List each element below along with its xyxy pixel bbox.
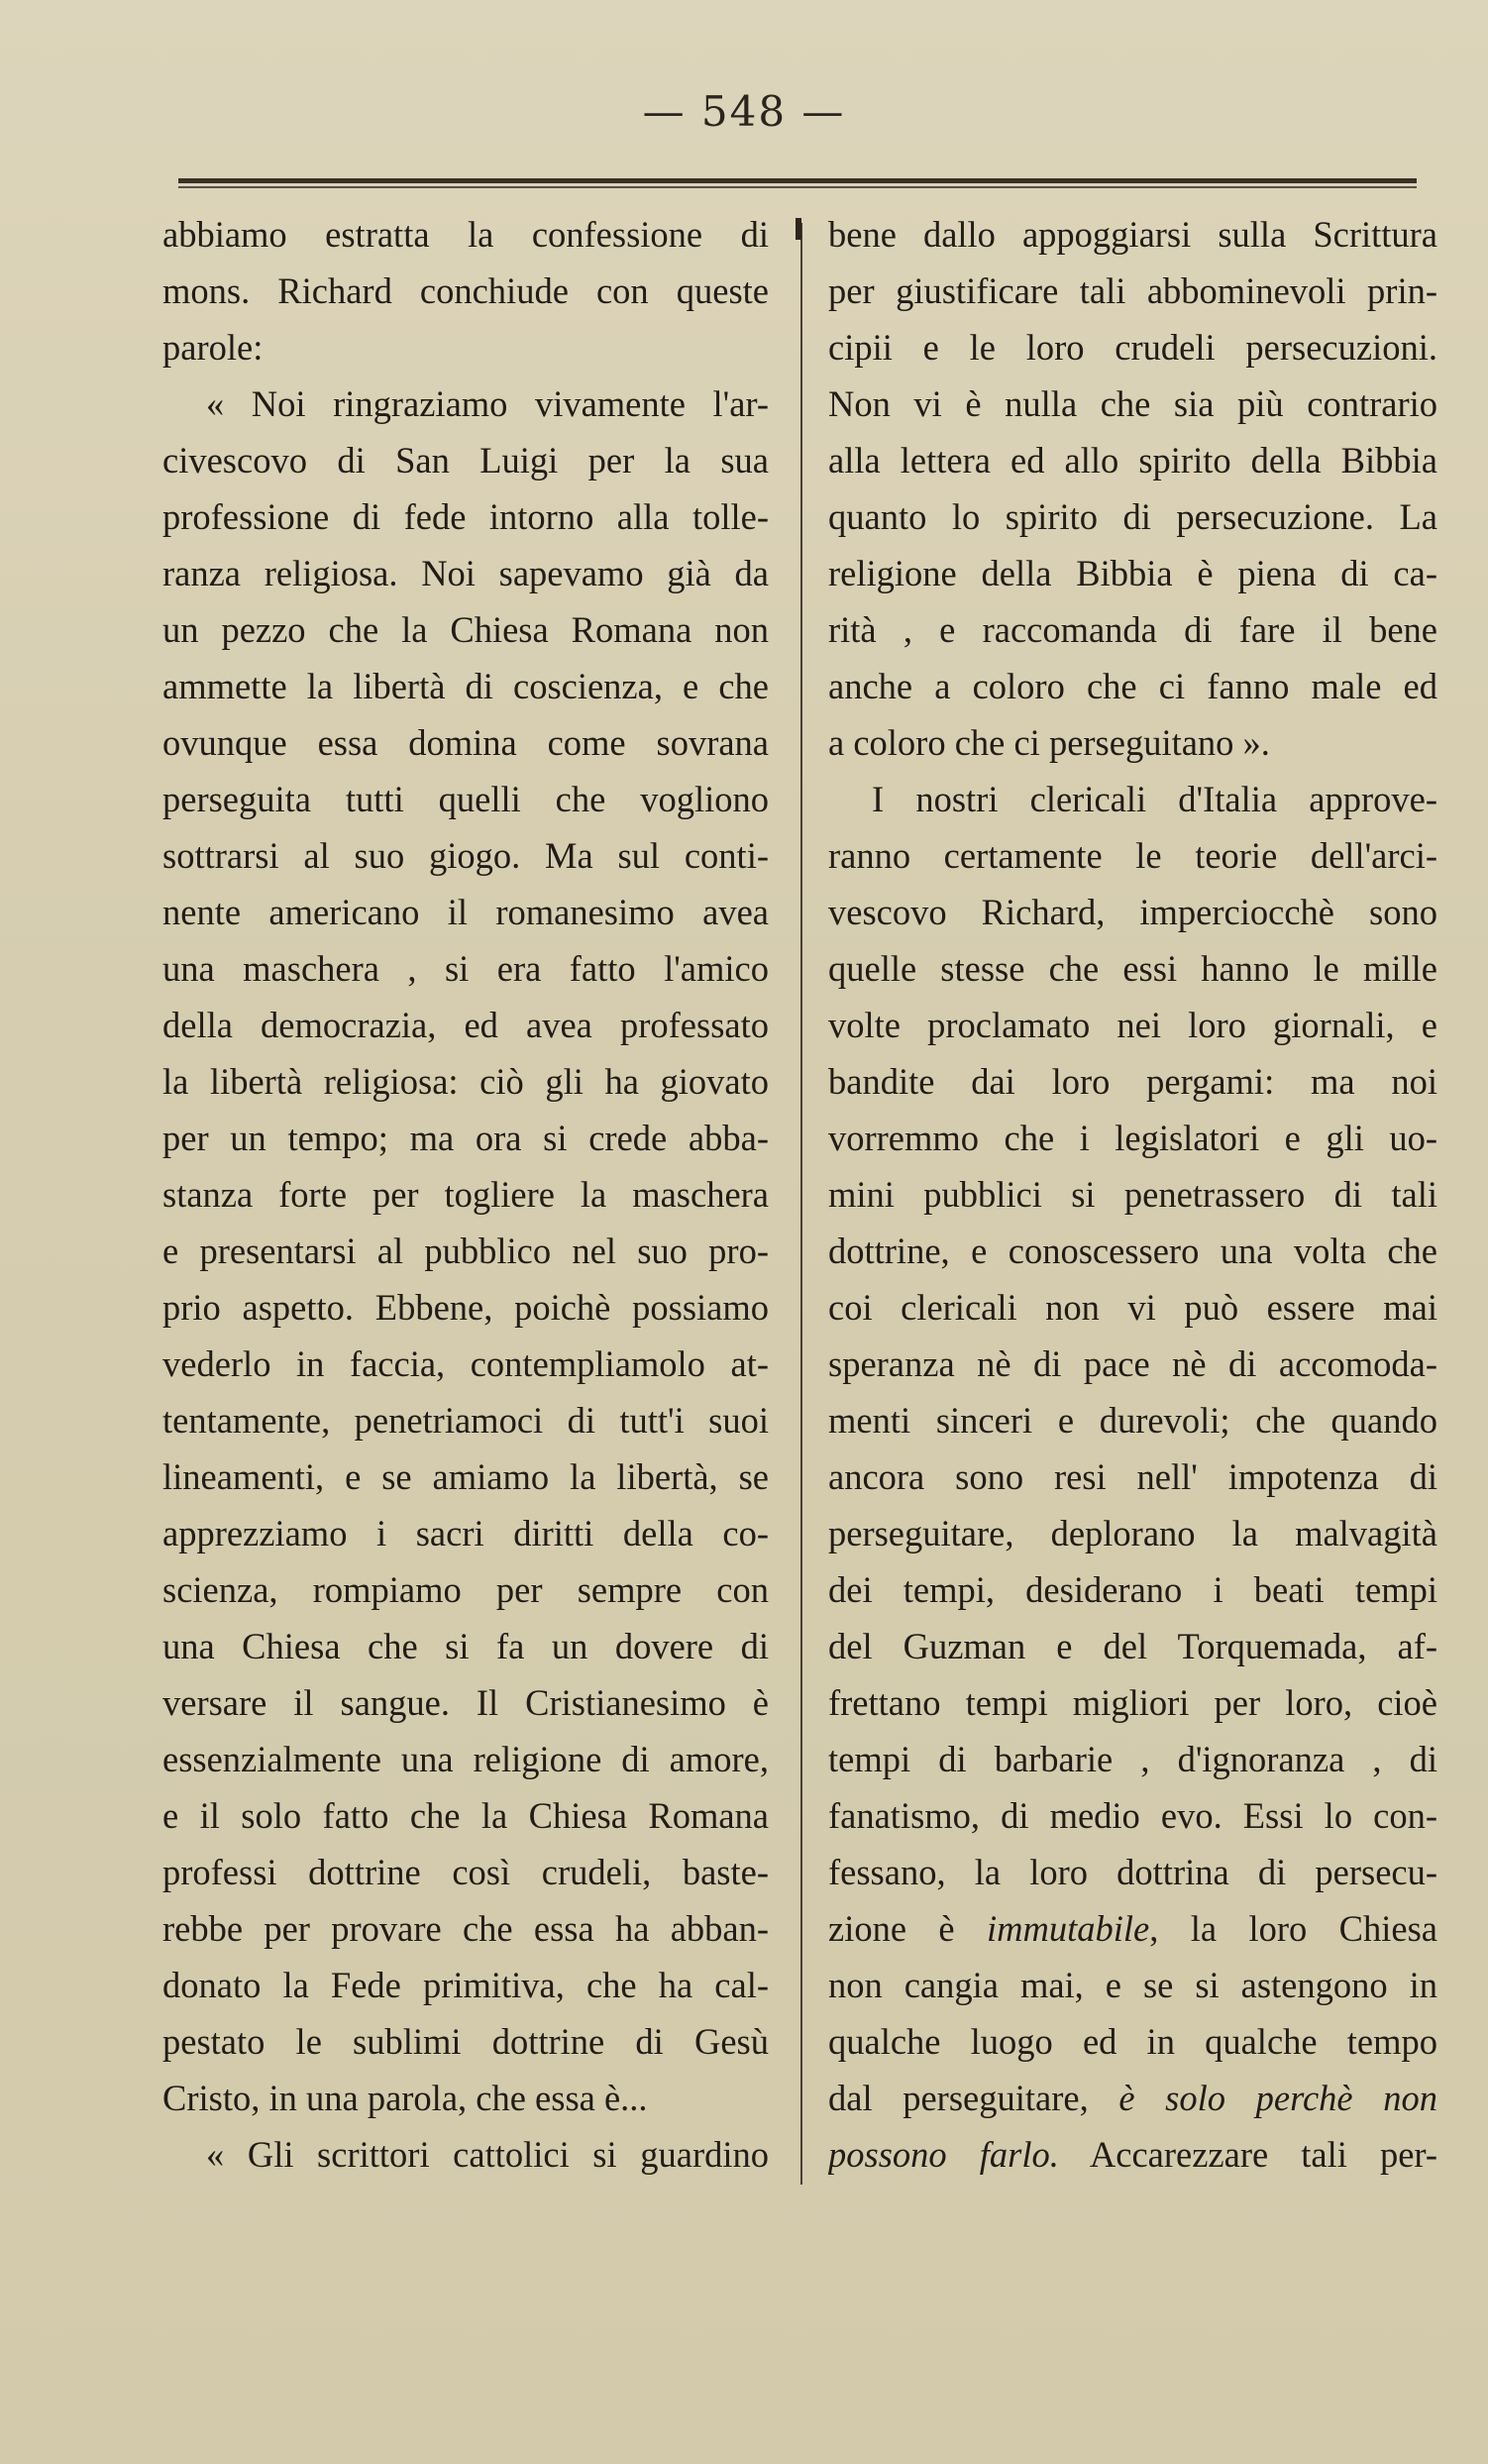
text-line: bandite dai loro pergami: ma noi [828,1061,1437,1102]
text-line: « Gli scrittori cattolici si guardino [206,2134,769,2175]
text-line: e presentarsi al pubblico nel suo pro- [162,1231,769,1271]
text-line: del Guzman e del Torquemada, af- [828,1626,1437,1666]
text-line: per giustificare tali abbominevoli prin- [828,270,1437,311]
text-line: perseguita tutti quelli che vogliono [162,779,769,819]
text-segment: , la loro Chiesa [1149,1908,1437,1949]
right-column [828,206,1437,2183]
text-line: versare il sangue. Il Cristianesimo è [162,1682,769,1723]
text-line: anche a coloro che ci fanno male ed [828,666,1437,706]
text-line: mons. Richard conchiude con queste [162,270,769,311]
text-line: un pezzo che la Chiesa Romana non [162,609,769,650]
text-line [828,2070,1437,2126]
text-line: ranza religiosa. Noi sapevamo già da [162,553,769,593]
text-line: civescovo di San Luigi per la sua [162,440,769,481]
text-line: cipii e le loro crudeli persecuzioni. [828,327,1437,368]
text-line: fanatismo, di medio evo. Essi lo con- [828,1795,1437,1836]
text-line: professione di fede intorno alla tolle- [162,496,769,537]
text-line: una Chiesa che si fa un dovere di [162,1626,769,1666]
text-line: vorremmo che i legislatori e gli uo- [828,1118,1437,1158]
divider-mark [796,218,801,240]
text-line: una maschera , si era fatto l'amico [162,948,769,989]
text-line: coi clericali non vi può essere mai [828,1287,1437,1328]
text-line: professi dottrine così crudeli, baste- [162,1852,769,1892]
text-line: rità , e raccomanda di fare il bene [828,609,1437,650]
text-line: « Noi ringraziamo vivamente l'ar- [206,383,769,424]
text-line: stanza forte per togliere la maschera [162,1174,769,1215]
text-line [828,1900,1437,1957]
text-line: fessano, la loro dottrina di persecu- [828,1852,1437,1892]
text-line: religione della Bibbia è piena di ca- [828,553,1437,593]
text-line: non cangia mai, e se si astengono in [828,1965,1437,2005]
text-line: parole: [162,327,264,368]
text-line: e il solo fatto che la Chiesa Romana [162,1795,769,1836]
text-line: quelle stesse che essi hanno le mille [828,948,1437,989]
text-line: volte proclamato nei loro giornali, e [828,1005,1437,1045]
text-line: bene dallo appoggiarsi sulla Scrittura [828,214,1437,255]
text-line: per un tempo; ma ora si crede abba- [162,1118,769,1158]
text-line: pestato le sublimi dottrine di Gesù [162,2021,769,2062]
text-line: ancora sono resi nell' impotenza di [828,1456,1437,1497]
text-line: apprezziamo i sacri diritti della co- [162,1513,769,1553]
text-line: ammette la libertà di coscienza, e che [162,666,769,706]
text-line: prio aspetto. Ebbene, poichè possiamo [162,1287,769,1328]
text-line: I nostri clericali d'Italia approve- [872,779,1437,819]
text-line: vescovo Richard, imperciocchè sono [828,892,1437,932]
text-line: ranno certamente le teorie dell'arci- [828,835,1437,876]
text-line: sottrarsi al suo giogo. Ma sul conti- [162,835,769,876]
text-line: rebbe per provare che essa ha abban- [162,1908,769,1949]
text-line: ovunque essa domina come sovrana [162,722,769,763]
text-segment: dal perseguitare, [828,2078,1119,2118]
text-segment: zione è [828,1908,988,1949]
text-line: la libertà religiosa: ciò gli ha giovato [162,1061,769,1102]
text-line: quanto lo spirito di persecuzione. La [828,496,1437,537]
text-segment: Accarezzare tali per- [1058,2134,1437,2175]
text-line: tentamente, penetriamoci di tutt'i suoi [162,1400,769,1441]
text-line: donato la Fede primitiva, che ha cal- [162,1965,769,2005]
header-rule [178,178,1417,188]
text-line: essenzialmente una religione di amore, [162,1739,769,1779]
text-line: frettano tempi migliori per loro, cioè [828,1682,1437,1723]
text-line: menti sinceri e durevoli; che quando [828,1400,1437,1441]
page-number: — 548 — [642,87,846,136]
text-line: scienza, rompiamo per sempre con [162,1569,769,1610]
italic-text: immutabile [987,1908,1150,1949]
italic-text: è solo perchè non [1118,2078,1437,2118]
text-line: alla lettera ed allo spirito della Bibbia [828,440,1437,481]
text-line: dottrine, e conoscessero una volta che [828,1231,1437,1271]
italic-text: possono farlo. [828,2134,1059,2175]
text-line: nente americano il romanesimo avea [162,892,769,932]
text-line: qualche luogo ed in qualche tempo [828,2021,1437,2062]
text-line: dei tempi, desiderano i beati tempi [828,1569,1437,1610]
text-line: abbiamo estratta la confessione di [162,214,769,255]
text-line: lineamenti, e se amiamo la libertà, se [162,1456,769,1497]
text-line: perseguitare, deplorano la malvagità [828,1513,1437,1553]
text-line: tempi di barbarie , d'ignoranza , di [828,1739,1437,1779]
text-line: vederlo in faccia, contempliamolo at- [162,1343,769,1384]
text-line [828,2126,1437,2183]
text-line: a coloro che ci perseguitano ». [828,722,1270,763]
text-line: Non vi è nulla che sia più contrario [828,383,1437,424]
text-line: mini pubblici si penetrassero di tali [828,1174,1437,1215]
text-line: speranza nè di pace nè di accomoda- [828,1343,1437,1384]
left-column [162,206,769,2183]
text-line: della democrazia, ed avea professato [162,1005,769,1045]
column-divider [800,223,802,2185]
text-line: Cristo, in una parola, che essa è... [162,2078,648,2118]
